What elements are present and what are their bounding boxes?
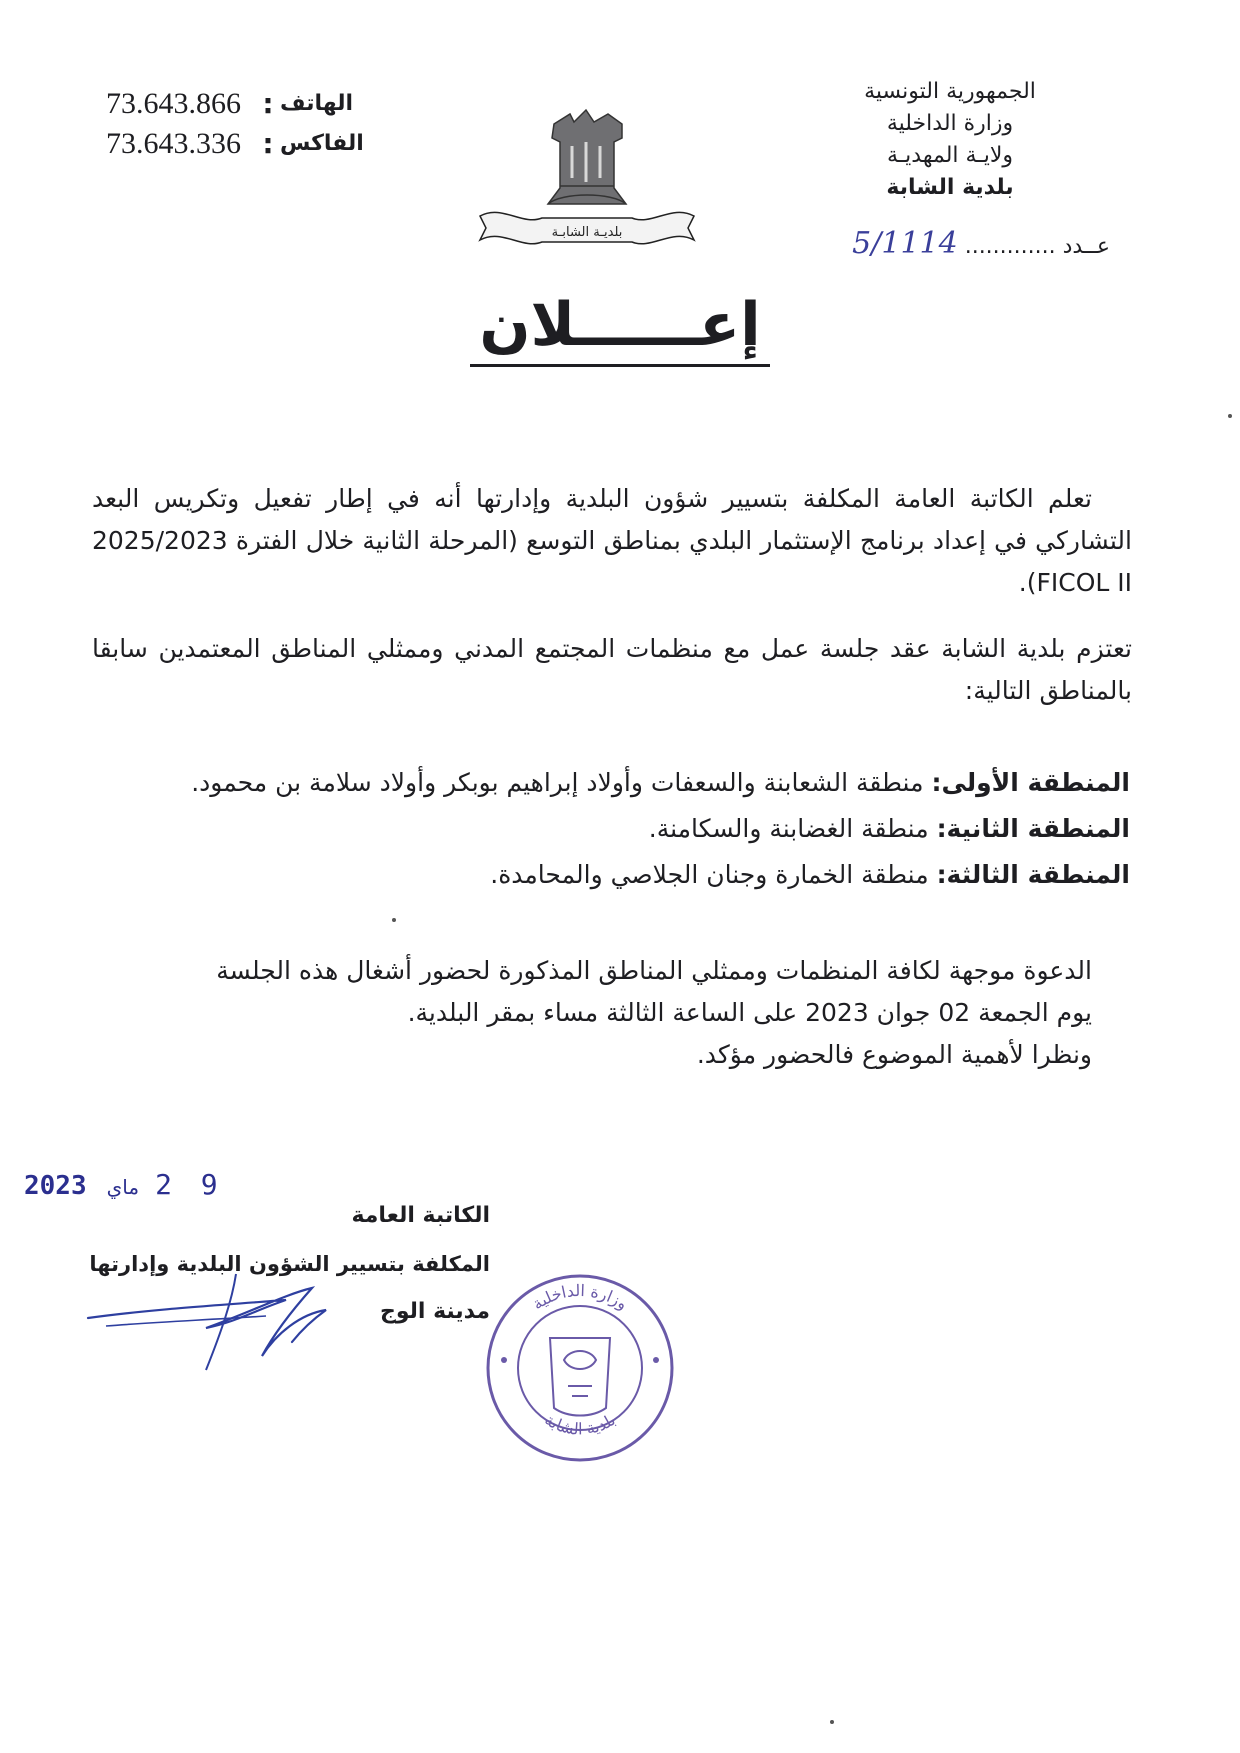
reference-number: 5/1114 xyxy=(852,226,958,261)
zone-item-3 xyxy=(120,852,1130,898)
issuer-header xyxy=(790,76,1110,204)
handwritten-signature-icon xyxy=(86,1270,346,1380)
fax-label: الفاكس xyxy=(280,131,364,156)
phone-colon: : xyxy=(262,87,274,120)
municipality-emblem-icon xyxy=(462,108,712,258)
ministry-name: وزارة الداخلية xyxy=(886,111,1014,136)
municipality-name: بلدية الشابة xyxy=(886,175,1014,200)
title-block xyxy=(470,290,770,360)
scan-speck xyxy=(830,1720,834,1724)
zone-text: منطقة الشعابنة والسعفات وأولاد إبراهيم بوبكر وأولاد سلامة بن محمود. xyxy=(191,768,924,797)
governorate-name: ولايـة المهديـة xyxy=(886,143,1014,168)
intro-paragraph: تعلم الكاتبة العامة المكلفة بتسيير شؤون البلدية وإدارتها أنه في إطار تفعيل وتكريس البعد التشاركي في إعداد برنامج الإستثمار البلدي بمناطق التوسع (المرحلة الثانية خلال الفترة 2025/2023 FICOL II). xyxy=(92,484,1132,597)
svg-text:وزارة الداخلية xyxy=(529,1281,632,1314)
date-year: 2023 xyxy=(24,1171,87,1201)
zone-label: المنطقة الثانية: xyxy=(936,814,1130,843)
official-seal-icon xyxy=(480,1268,680,1468)
contact-info xyxy=(106,84,364,164)
scan-speck xyxy=(1228,414,1232,418)
reference-label: عــدد xyxy=(1062,234,1110,259)
invitation-line-3: ونظرا لأهمية الموضوع فالحضور مؤكد. xyxy=(696,1040,1092,1069)
fax-row xyxy=(106,124,364,164)
zone-item-2 xyxy=(120,806,1130,852)
zone-text: منطقة الخمارة وجنان الجلاصي والمحامدة. xyxy=(490,860,929,889)
zone-label: المنطقة الأولى: xyxy=(931,768,1130,797)
phone-value: 73.643.866 xyxy=(106,87,241,120)
emblem-banner-text: بلديـة الشابـة xyxy=(551,225,623,240)
meeting-paragraph: تعتزم بلدية الشابة عقد جلسة عمل مع منظمات المجتمع المدني وممثلي المناطق المعتمدين سابقا بالمناطق التالية: xyxy=(92,634,1132,705)
invitation-line-1: الدعوة موجهة لكافة المنظمات وممثلي المناطق المذكورة لحضور أشغال هذه الجلسة xyxy=(216,956,1092,985)
scan-speck xyxy=(392,918,396,922)
title-underline xyxy=(470,364,770,367)
seal-bottom-text: بلدية الشابة xyxy=(541,1409,619,1439)
phone-row xyxy=(106,84,364,124)
reference-dots: ............. xyxy=(964,234,1056,259)
zone-text: منطقة الغضابنة والسكامنة. xyxy=(648,814,929,843)
date-month: ماي xyxy=(106,1175,140,1199)
zones-list xyxy=(120,760,1130,898)
zone-item-1 xyxy=(120,760,1130,806)
date-day: 2 9 xyxy=(155,1168,224,1201)
signatory-role: المكلفة بتسيير الشؤون البلدية وإدارتها xyxy=(89,1252,490,1276)
svg-text:بلدية الشابة xyxy=(541,1410,618,1439)
fax-colon: : xyxy=(262,127,274,160)
invitation-line-2: يوم الجمعة 02 جوان 2023 على الساعة الثالثة مساء بمقر البلدية. xyxy=(407,998,1092,1027)
zone-label: المنطقة الثالثة: xyxy=(936,860,1130,889)
signatory-name: مدينة الوج xyxy=(379,1299,490,1324)
invitation-paragraph xyxy=(92,950,1132,1076)
document-title: إعــــــلان xyxy=(479,290,761,360)
reference-number-line xyxy=(852,226,1110,261)
fax-value: 73.643.336 xyxy=(106,127,241,160)
signatory-title: الكاتبة العامة xyxy=(351,1203,490,1228)
country-name: الجمهورية التونسية xyxy=(864,79,1036,104)
phone-label: الهاتف xyxy=(280,91,354,116)
seal-top-text: وزارة الداخلية xyxy=(528,1280,632,1314)
